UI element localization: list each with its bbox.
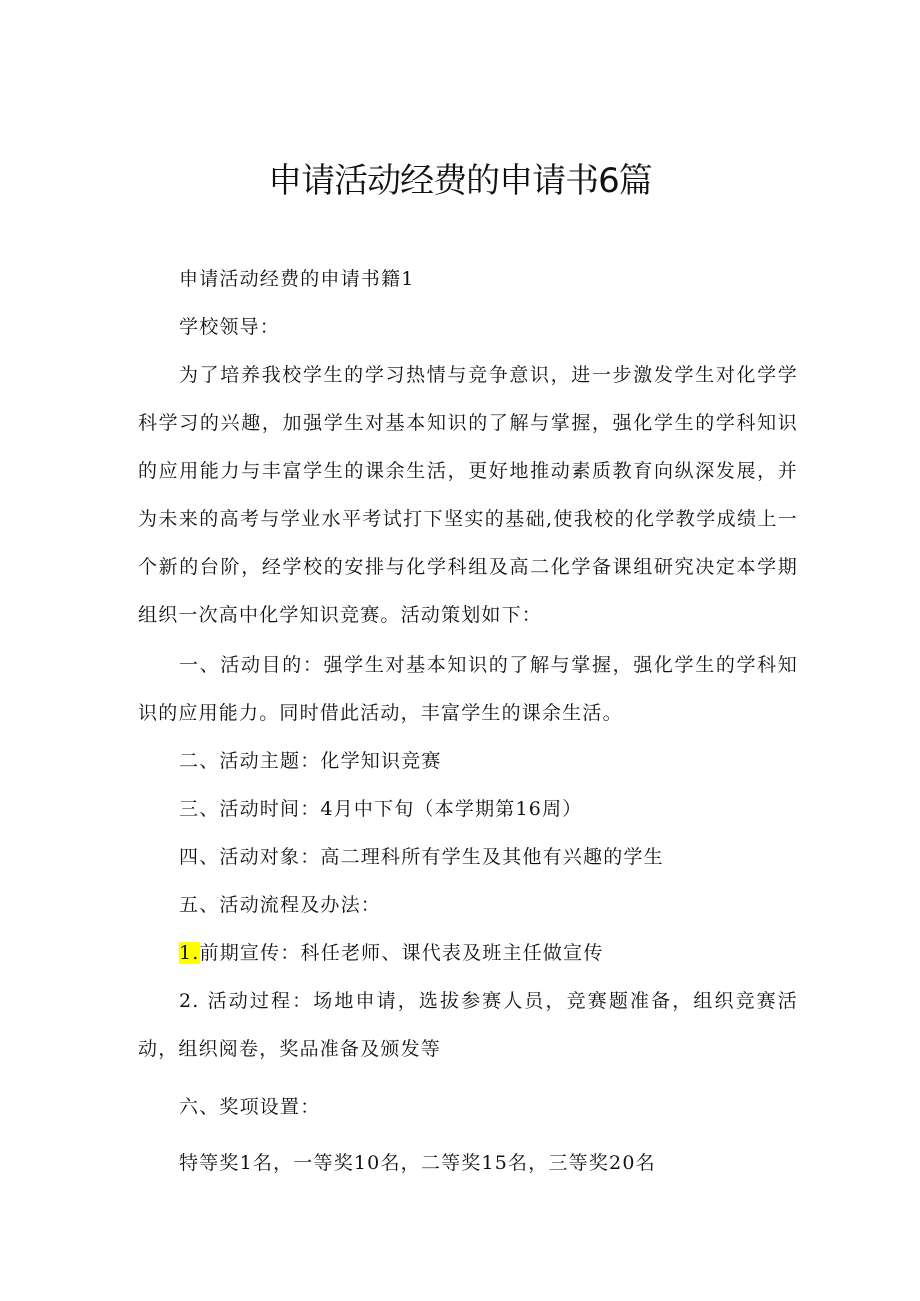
intro-paragraph: 为了培养我校学生的学习热情与竞争意识，进一步激发学生对化学学科学习的兴趣，加强学生对基本知识的了解与掌握，强化学生的学科知识的应用能力与丰富学生的课余生活，更好地推动素质教育向纵深发展，并为未来的高考与学业水平考试打下坚实的基础,使我校的化学教学成绩上一个新的台阶，经学校的安排与化学科组及高二化学备课组研究决定本学期组织一次高中化学知识竞赛。活动策划如下： xyxy=(138,364,798,626)
step-publicity xyxy=(138,929,798,977)
highlighted-step-number: 1. xyxy=(179,942,200,964)
step-activity-process: 2. 活动过程：场地申请，选拔参赛人员，竞赛题准备，组织竞赛活动，组织阅卷，奖品准备及颁发等 xyxy=(138,990,798,1060)
item-purpose: 一、活动目的：强学生对基本知识的了解与掌握，强化学生的学科知识的应用能力。同时借此活动，丰富学生的课余生活。 xyxy=(138,654,798,724)
document-subtitle: 申请活动经费的申请书籍1 xyxy=(179,268,415,290)
item-audience: 四、活动对象：高二理科所有学生及其他有兴趣的学生 xyxy=(179,846,664,868)
item-theme: 二、活动主题：化学知识竞赛 xyxy=(179,750,442,772)
item-time: 三、活动时间：4月中下旬（本学期第16周） xyxy=(179,798,583,820)
step-publicity-text: 前期宣传：科任老师、课代表及班主任做宣传 xyxy=(199,942,604,964)
document-title: 申请活动经费的申请书6篇 xyxy=(268,161,652,201)
awards-list: 特等奖1名，一等奖10名，二等奖15名，三等奖20名 xyxy=(179,1152,656,1174)
item-awards-heading: 六、奖项设置： xyxy=(179,1096,321,1118)
item-process: 五、活动流程及办法： xyxy=(179,894,382,916)
salutation: 学校领导： xyxy=(179,316,281,338)
